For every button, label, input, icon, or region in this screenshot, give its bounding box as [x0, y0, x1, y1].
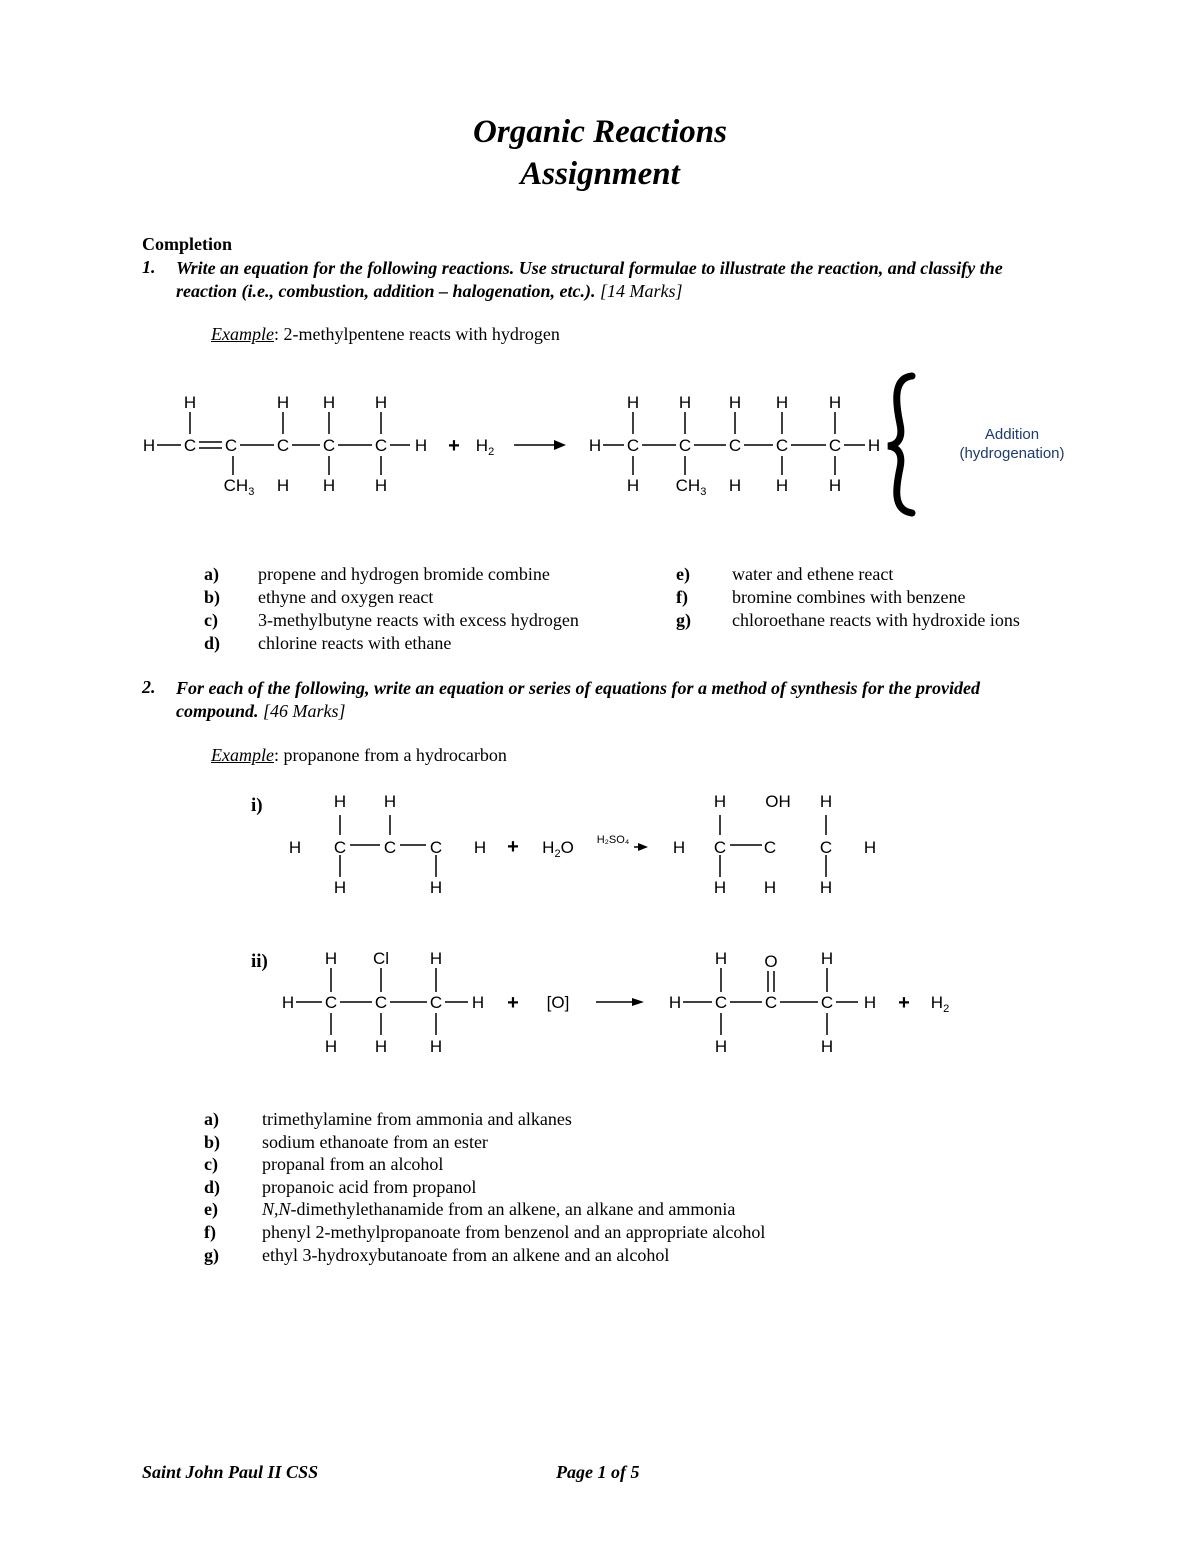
step-1-label: i) — [251, 795, 263, 816]
item-text: bromine combines with benzene — [732, 587, 966, 607]
svg-text:+: + — [507, 992, 519, 1014]
svg-text:H: H — [429, 1037, 443, 1056]
svg-text:C: C — [374, 436, 388, 455]
svg-text:C: C — [728, 436, 742, 455]
svg-text:Cl: Cl — [372, 949, 390, 968]
svg-text:C: C — [276, 436, 290, 455]
svg-text:H: H — [728, 476, 742, 495]
item-text-rest: dimethylethanamide from an alkene, an alkane and ammonia — [296, 1199, 736, 1220]
svg-text:C: C — [322, 436, 336, 455]
svg-text:H: H — [863, 838, 877, 857]
svg-text:H: H — [828, 476, 842, 495]
svg-text:H: H — [281, 993, 295, 1012]
question-2-number: 2. — [142, 677, 156, 697]
item-letter: f) — [676, 587, 688, 607]
svg-text:H: H — [714, 949, 728, 968]
svg-text:H: H — [819, 792, 833, 811]
svg-text:C: C — [383, 838, 397, 857]
item-letter: d) — [204, 633, 221, 653]
svg-text:C: C — [678, 436, 692, 455]
svg-text:H: H — [626, 476, 640, 495]
footer-school: Saint John Paul II CSS — [142, 1462, 319, 1482]
svg-text:H: H — [588, 436, 602, 455]
page-title: Organic Reactions — [473, 114, 727, 150]
item-text: ethyne and oxygen react — [258, 587, 434, 607]
svg-text:H: H — [276, 393, 290, 412]
svg-text:C: C — [763, 838, 777, 857]
svg-text:H: H — [288, 838, 302, 857]
hydration-reaction-diagram — [0, 785, 1200, 900]
oxidant-label: [O] — [546, 993, 570, 1012]
svg-text:C: C — [775, 436, 789, 455]
svg-text:C: C — [764, 993, 778, 1012]
item-text: chloroethane reacts with hydroxide ions — [732, 610, 1020, 630]
svg-text:C: C — [429, 838, 443, 857]
svg-text:C: C — [374, 993, 388, 1012]
svg-text:H: H — [142, 436, 156, 455]
svg-text:H: H — [324, 949, 338, 968]
catalyst-label: H₂SO₄ — [596, 834, 630, 846]
svg-text:H: H — [828, 393, 842, 412]
item-text: ethyl 3-hydroxybutanoate from an alkene and an alcohol — [262, 1244, 670, 1265]
svg-text:H: H — [713, 792, 727, 811]
item-letter: g) — [204, 1244, 219, 1265]
svg-text:CH3: $CH_3$ — [223, 476, 255, 498]
item-letter: b) — [204, 1131, 221, 1152]
svg-text:H: H — [374, 1037, 388, 1056]
svg-text:C: C — [828, 436, 842, 455]
item-letter: c) — [204, 1154, 218, 1175]
svg-text:H: H — [473, 838, 487, 857]
svg-text:H: H — [728, 393, 742, 412]
svg-text:H: H — [863, 993, 877, 1012]
item-letter: e) — [204, 1199, 218, 1220]
svg-text:H: H — [183, 393, 197, 412]
svg-text:H: H — [374, 476, 388, 495]
svg-text:H: H — [672, 838, 686, 857]
item-letter: a) — [204, 564, 219, 584]
svg-text:H: H — [322, 476, 336, 495]
svg-text:C: C — [713, 838, 727, 857]
svg-text:H: H — [820, 1037, 834, 1056]
svg-text:H: H — [775, 476, 789, 495]
question-1-marks: [14 Marks] — [600, 281, 683, 301]
item-letter: g) — [676, 610, 691, 630]
item-text-italic: N,N- — [262, 1199, 297, 1220]
item-text — [262, 1199, 735, 1220]
svg-text:H: H — [626, 393, 640, 412]
svg-text:H: H — [867, 436, 881, 455]
item-text: phenyl 2-methylpropanoate from benzenol and an appropriate alcohol — [262, 1221, 766, 1242]
svg-text:C: C — [714, 993, 728, 1012]
svg-text:H: H — [276, 476, 290, 495]
section-heading: Completion — [142, 234, 232, 254]
svg-text:H: H — [713, 878, 727, 897]
item-letter: c) — [204, 610, 218, 630]
svg-text:C: C — [324, 993, 338, 1012]
svg-text:C: C — [429, 993, 443, 1012]
question-2-example — [211, 745, 507, 766]
question-1-text — [176, 257, 1056, 303]
item-letter: e) — [676, 564, 690, 584]
svg-text:H: H — [333, 878, 347, 897]
reaction-classification — [952, 425, 1072, 463]
item-text: 3-methylbutyne reacts with excess hydrogen — [258, 610, 579, 630]
step-2-label: ii) — [251, 951, 268, 972]
svg-text:+: + — [507, 836, 519, 858]
footer-page-number: Page 1 of 5 — [556, 1462, 640, 1482]
page-subtitle: Assignment — [520, 156, 680, 192]
example-label: Example — [211, 745, 274, 765]
item-text: sodium ethanoate from an ester — [262, 1131, 488, 1152]
svg-text:H: H — [678, 393, 692, 412]
svg-text:OH: OH — [765, 792, 791, 811]
svg-text:H: H — [333, 792, 347, 811]
svg-text:H: H — [374, 393, 388, 412]
item-letter: a) — [204, 1109, 219, 1129]
oxidation-reaction-diagram — [0, 940, 1200, 1060]
example-label: Example — [211, 324, 274, 344]
question-1-number: 1. — [142, 257, 156, 277]
svg-text:H2O: $H_2O$ — [542, 838, 574, 860]
question-2-instructions: For each of the following, write an equation or series of equations for a method of synthesis for the provided compound. — [176, 678, 981, 721]
question-2-text — [176, 677, 1056, 723]
item-text: propanoic acid from propanol — [262, 1176, 477, 1197]
item-text: trimethylamine from ammonia and alkanes — [262, 1109, 572, 1129]
svg-text:H: H — [775, 393, 789, 412]
item-letter: b) — [204, 587, 221, 607]
example-text: : propanone from a hydrocarbon — [273, 745, 507, 765]
classification-subtype: (hydrogenation) — [959, 445, 1065, 462]
svg-text:C: C — [333, 838, 347, 857]
question-1-example — [211, 324, 560, 345]
question-2-marks: [46 Marks] — [263, 701, 346, 721]
svg-text:C: C — [224, 436, 238, 455]
example-text: : 2-methylpentene reacts with hydrogen — [273, 324, 560, 344]
svg-text:C: C — [183, 436, 197, 455]
item-letter: f) — [204, 1221, 216, 1242]
item-text: propene and hydrogen bromide combine — [258, 564, 550, 584]
svg-text:H: H — [820, 949, 834, 968]
item-letter: d) — [204, 1176, 221, 1197]
svg-text:H: H — [324, 1037, 338, 1056]
svg-text:H: H — [668, 993, 682, 1012]
svg-text:H: H — [714, 1037, 728, 1056]
svg-text:H: H — [383, 792, 397, 811]
svg-text:C: C — [626, 436, 640, 455]
svg-text:H: H — [471, 993, 485, 1012]
item-text: water and ethene react — [732, 564, 894, 584]
svg-text:H: H — [414, 436, 428, 455]
svg-text:H2: $H_2$ — [930, 993, 950, 1015]
item-text: propanal from an alcohol — [262, 1154, 444, 1175]
svg-text:+: + — [898, 992, 910, 1014]
svg-text:H2: $H_2$ — [475, 436, 495, 458]
classification-type: Addition — [984, 426, 1040, 443]
svg-text:C: C — [819, 838, 833, 857]
svg-text:H: H — [429, 878, 443, 897]
svg-text:H: H — [763, 878, 777, 897]
svg-text:H: H — [819, 878, 833, 897]
svg-text:H: H — [429, 949, 443, 968]
question-1-instructions: Write an equation for the following reactions. Use structural formulae to illustrate the reaction, and classify the reaction (i.e., combustion, addition – halogenation, etc.). — [176, 258, 1003, 301]
svg-text:O: O — [764, 952, 778, 971]
svg-text:C: C — [820, 993, 834, 1012]
svg-text:CH3: $CH_3$ — [675, 476, 707, 498]
svg-text:+: + — [448, 435, 460, 457]
svg-text:H: H — [322, 393, 336, 412]
item-text: chlorine reacts with ethane — [258, 633, 452, 653]
